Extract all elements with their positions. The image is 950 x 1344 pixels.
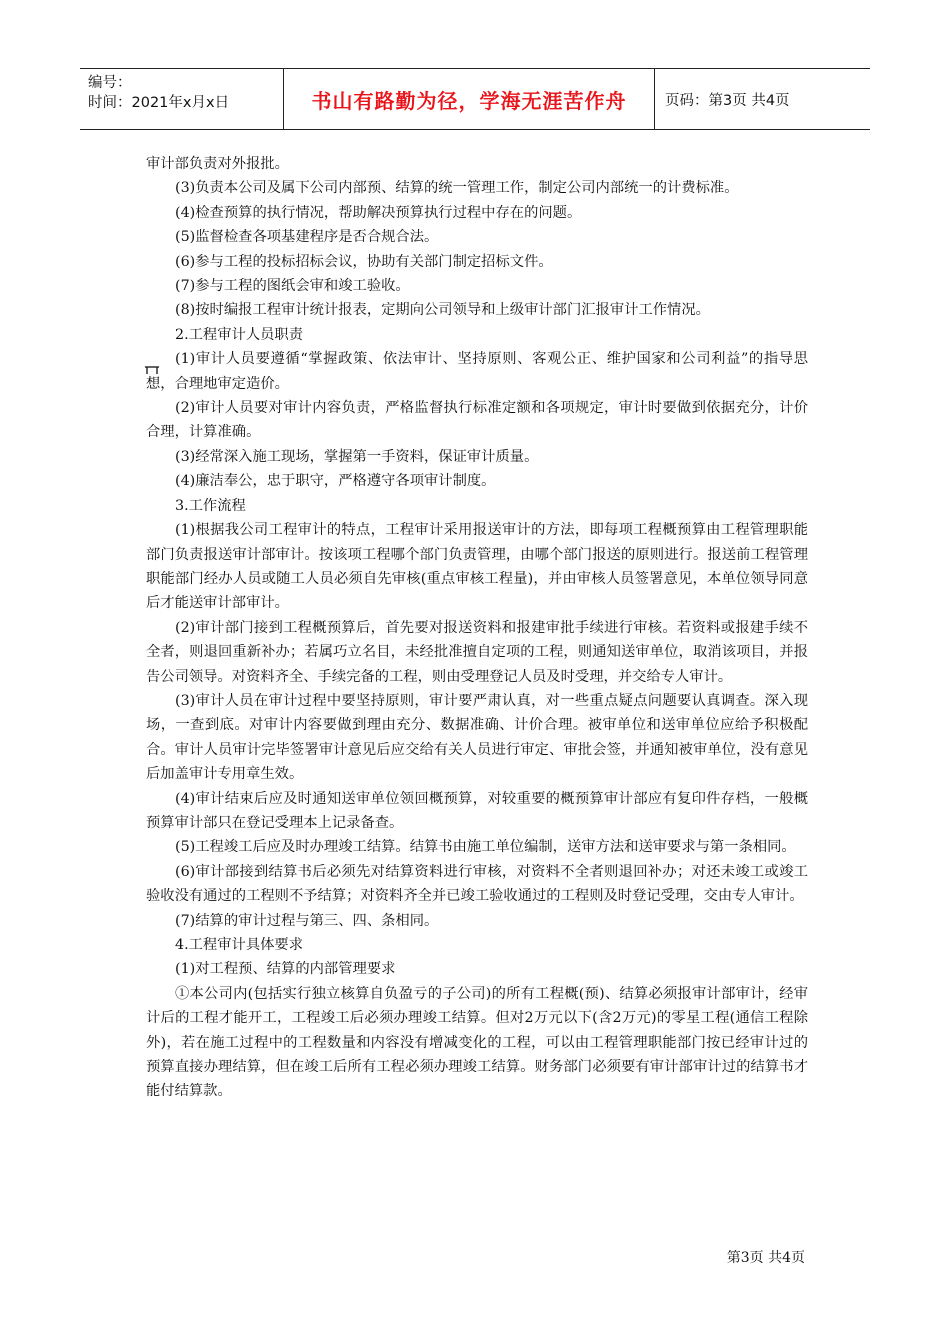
body-paragraph: 审计部负责对外报批。	[146, 156, 289, 172]
header-meta	[80, 69, 284, 129]
body-paragraph: ①本公司内(包括实行独立核算自负盈亏的子公司)的所有工程概(预)、结算必须报审计部审计，经审计后的工程才能开工，工程竣工后必须办理竣工结算。但对2万元以下(含2万元)的零星工程(通信工程除外)，若在施工过程中的工程数量和内容没有增减变化的工程，可以由工程管理职能部门按已经审计过的预算直接办理结算，但在竣工后所有工程必须办理竣工结算。财务部门必须要有审计部审计过的结算书才能付结算款。	[146, 985, 808, 1100]
body-paragraph: (7)参与工程的图纸会审和竣工验收。	[175, 278, 410, 295]
body-paragraph: (1)根据我公司工程审计的特点，工程审计采用报送审计的方法，即每项工程概预算由工程管理职能部门负责报送审计部审计。按该项工程哪个部门负责管理，由哪个部门报送的原则进行。报送前工程管理职能部门经办人员或随工人员必须自先审核(重点审核工程量)，并由审核人员签署意见，本单位领导同意后才能送审计部审计。	[146, 522, 808, 612]
document-number-label: 编号：	[88, 75, 132, 91]
body-paragraph: 4.工程审计具体要求	[175, 937, 304, 953]
body-paragraph: (4)审计结束后应及时通知送审单位领回概预算，对较重要的概预算审计部应有复印件存档，一般概预算审计部只在登记受理本上记录备查。	[146, 790, 808, 831]
document-time-label: 时间：2021年x月x日	[88, 95, 230, 111]
body-paragraph: (5)工程竣工后应及时办理竣工结算。结算书由施工单位编制，送审方法和送审要求与第一条相同。	[175, 839, 796, 856]
body-paragraph: (3)经常深入施工现场，掌握第一手资料，保证审计质量。	[175, 448, 539, 465]
page-footer: 第3页 共4页	[726, 1250, 805, 1266]
body-paragraph: (7)结算的审计过程与第三、四、条相同。	[175, 912, 439, 929]
body-paragraph: (1)审计人员要遵循“掌握政策、依法审计、坚持原则、客观公正、维护国家和公司利益”的指导思想，合理地审定造价。	[146, 351, 808, 392]
body-paragraph: (6)审计部接到结算书后必须先对结算资料进行审核，对资料不全者则退回补办；对还未竣工或竣工验收没有通过的工程则不予结算；对资料齐全并已竣工验收通过的工程则及时登记受理，交由专人审计。	[146, 863, 808, 905]
body-paragraph: 3.工作流程	[175, 497, 246, 514]
body-paragraph: (4)检查预算的执行情况，帮助解决预算执行过程中存在的问题。	[175, 204, 582, 221]
body-paragraph: (6)参与工程的投标招标会议，协助有关部门制定招标文件。	[175, 253, 553, 270]
header-motto: 书山有路勤为径，学海无涯苦作舟	[284, 69, 655, 129]
body-paragraph: (4)廉洁奉公，忠于职守，严格遵守各项审计制度。	[175, 473, 496, 490]
header-page-label: 页码：第3页 共4页	[665, 92, 790, 109]
body-paragraph: (2)审计人员要对审计内容负责，严格监督执行标准定额和各项规定，审计时要做到依据充分，计价合理，计算准确。	[146, 400, 808, 441]
document-body	[146, 152, 808, 1104]
body-paragraph: (8)按时编报工程审计统计报表，定期向公司领导和上级审计部门汇报审计工作情况。	[175, 302, 710, 319]
body-paragraph: (2)审计部门接到工程概预算后，首先要对报送资料和报建审批手续进行审核。若资料或报建手续不全者，则退回重新补办；若属巧立名目，未经批准擅自定项的工程，则通知送审单位，取消该项目，并报告公司领导。对资料齐全、手续完备的工程，则由受理登记人员及时受理，并交给专人审计。	[146, 619, 808, 685]
body-paragraph: (5)监督检查各项基建程序是否合规合法。	[175, 229, 439, 246]
body-paragraph: (3)负责本公司及属下公司内部预、结算的统一管理工作，制定公司内部统一的计费标准。	[175, 180, 739, 197]
body-paragraph: (3)审计人员在审计过程中要坚持原则，审计要严肃认真，对一些重点疑点问题要认真调查。深入现场，一查到底。对审计内容要做到理由充分、数据准确、计价合理。被审单位和送审单位应给予积极配合。审计人员审计完毕签署审计意见后应交给有关人员进行审定、审批会签，并通知被审单位，没有意见后加盖审计专用章生效。	[146, 692, 808, 783]
body-paragraph: (1)对工程预、结算的内部管理要求	[175, 961, 396, 978]
body-paragraph: 2.工程审计人员职责	[175, 326, 304, 343]
page-header	[80, 68, 870, 130]
